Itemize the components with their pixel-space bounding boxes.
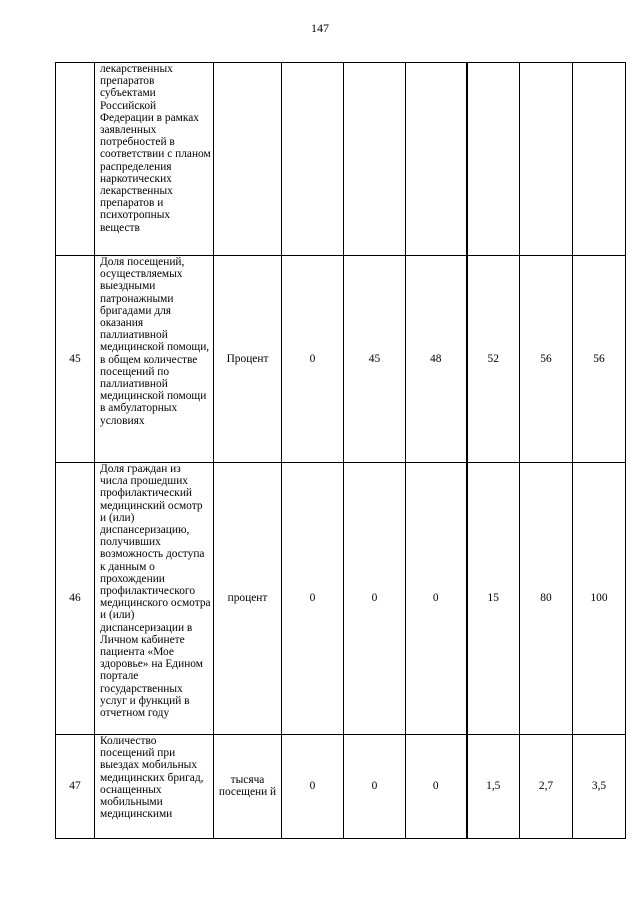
value-cell: 56	[573, 256, 626, 463]
value-cell: 80	[520, 463, 573, 735]
value-cell: 100	[573, 463, 626, 735]
value-cell: 52	[467, 256, 520, 463]
value-cell: 3,5	[573, 735, 626, 839]
value-cell: 0	[406, 735, 467, 839]
row-number: 47	[56, 735, 95, 839]
value-cell: 0	[406, 463, 467, 735]
value-cell: 56	[520, 256, 573, 463]
value-cell: 0	[344, 735, 406, 839]
indicator-description: Доля посещений, осуществляемых выездными патронажными бригадами для оказания паллиативной медицинской помощи, в общем количестве посещений по паллиативной медицинской помощи в амбулаторных условиях	[95, 256, 214, 463]
indicator-description: лекарственных препаратов субъектами Российской Федерации в рамках заявленных потребностей в соответствии с планом распределения наркотических лекарственных препаратов и психотропных веществ	[95, 63, 214, 256]
indicator-description: Доля граждан из числа прошедших профилактический медицинский осмотр и (или) диспансеризацию, получивших возможность доступа к данным о прохождении профилактического медицинского осмотра и (или) диспансеризации в Личном кабинете пациента «Мое здоровье» на Едином портале государственных услуг и функций в отчетном году	[95, 463, 214, 735]
value-cell: 0	[282, 256, 344, 463]
value-cell	[573, 63, 626, 256]
indicators-table	[55, 62, 626, 839]
value-cell: 45	[344, 256, 406, 463]
unit-cell: Процент	[214, 256, 282, 463]
value-cell	[406, 63, 467, 256]
indicator-description: Количество посещений при выездах мобильных медицинских бригад, оснащенных мобильными медицинскими	[95, 735, 214, 839]
value-cell: 1,5	[467, 735, 520, 839]
row-number: 46	[56, 463, 95, 735]
table-row	[56, 63, 626, 256]
value-cell: 0	[282, 735, 344, 839]
row-number: 45	[56, 256, 95, 463]
unit-cell: тысяча посещени й	[214, 735, 282, 839]
value-cell	[282, 63, 344, 256]
page-number: 147	[311, 21, 329, 35]
value-cell: 2,7	[520, 735, 573, 839]
value-cell	[520, 63, 573, 256]
unit-cell	[214, 63, 282, 256]
value-cell: 0	[282, 463, 344, 735]
value-cell: 48	[406, 256, 467, 463]
row-number	[56, 63, 95, 256]
value-cell: 0	[344, 463, 406, 735]
table-row	[56, 463, 626, 735]
table-row	[56, 735, 626, 839]
value-cell: 15	[467, 463, 520, 735]
value-cell	[467, 63, 520, 256]
unit-cell: процент	[214, 463, 282, 735]
value-cell	[344, 63, 406, 256]
table-row	[56, 256, 626, 463]
